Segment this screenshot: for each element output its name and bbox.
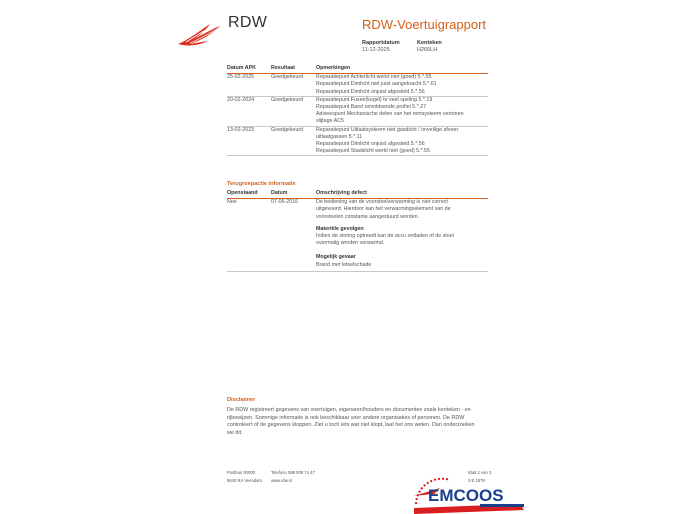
footer-code: 3 E 1879 — [468, 478, 485, 483]
remark-line: Reparatiepunt Dimlicht onjuist afgesteld 5.*.56 — [316, 88, 425, 95]
report-date — [362, 40, 400, 54]
emcoos-wordmark: EMCOOS — [428, 486, 504, 505]
license-plate-label: Kenteken — [417, 40, 442, 46]
recall-description — [316, 199, 488, 269]
col-header-open: Openstaand — [227, 190, 258, 196]
remark-line: Reparatiepunt Achterlicht werkt niet (goed) 5.*.55 — [316, 74, 432, 81]
recall-open: Nee — [227, 199, 237, 206]
table-row — [227, 74, 488, 96]
table-row — [227, 96, 488, 126]
recall-date: 07-06-2016 — [271, 199, 299, 206]
recall-table-header — [227, 190, 488, 199]
apk-remarks — [316, 74, 488, 96]
disclaimer-line: we dit. — [227, 429, 243, 436]
consequences-line: Indien de storing optreedt kan de accu ontladen of de stoel — [316, 233, 454, 240]
apk-result: Goedgekeurd — [271, 74, 304, 81]
emcoos-logo — [410, 474, 528, 514]
rdw-logo — [176, 20, 222, 48]
apk-date: 20-02-2024 — [227, 96, 255, 103]
consequences-label: Materiële gevolgen — [316, 225, 364, 232]
danger-label: Mogelijk gevaar — [316, 254, 356, 261]
disclaimer-line: controleert of de gegevens kloppen. Ziet u toch iets wat niet klopt, laat het ons weten. Dan onderzoeken — [227, 422, 475, 429]
remark-line: Advieespunt Mechanische delen van het remsysteem vertonen — [316, 111, 464, 118]
disclaimer-line: De RDW registreert gegevens van voertuigen, eigenaren/houders en documenten zoals kenteken - en — [227, 407, 471, 413]
footer-web: www.rdw.nl — [271, 478, 292, 483]
license-plate-value: H266LH — [417, 47, 438, 53]
brand-name: RDW — [228, 14, 268, 31]
col-header-date: Datum APK — [227, 65, 256, 71]
apk-date: 13-02-2023 — [227, 126, 255, 133]
danger-line: Brand met letselschade — [316, 261, 372, 268]
col-header-date: Datum — [271, 190, 288, 196]
remark-line: Reparatiepunt Band onvoldoende profiel 5.*.27 — [316, 104, 427, 111]
disclaimer-text — [227, 407, 488, 437]
report-date-label: Rapportdatum — [362, 40, 400, 46]
description-line: De bediening van de voorstoelverwarming is niet correct — [316, 199, 448, 206]
footer-page: Blad 2 van 3 — [468, 470, 492, 475]
description-line: uitgevoerd. Hierdoor kan het verwarmingselement van de — [316, 206, 451, 213]
table-row — [227, 199, 488, 269]
footer-address — [227, 469, 262, 485]
footer-contact — [271, 469, 315, 485]
footer-postbus: Postbus 30000 — [227, 470, 255, 475]
col-header-result: Resultaat — [271, 65, 295, 71]
remark-line: Reparatiepunt Fusee(kogel) te veel speling 5.*.19 — [316, 96, 433, 103]
remark-line: Reparatiepunt Stadslicht werkt niet (goed) 5.*.55 — [316, 148, 430, 155]
report-date-value: 11-12-2025 — [362, 47, 390, 53]
col-header-remarks: Opmerkingen — [316, 65, 351, 71]
description-line: voorstoelen constante aangestuurd worden. — [316, 213, 420, 220]
disclaimer-title: Disclaimer — [227, 397, 256, 403]
license-plate — [417, 40, 442, 54]
document-title: RDW-Voertuigrapport — [362, 17, 487, 32]
apk-date: 25-02-2025 — [227, 74, 255, 81]
disclaimer-line: rijbewijzen. Sommige informatie is ook beschikbaar voor andere organisaties of personen. De RDW — [227, 414, 465, 421]
apk-remarks — [316, 127, 488, 156]
table-row — [227, 126, 488, 156]
consequences-line: overmatig worden verwarmd. — [316, 240, 385, 247]
remark-line: slijtage AC5 — [316, 118, 344, 125]
remark-line: uitlaatgassen 5.*.11 — [316, 133, 363, 140]
remark-line: Reparatiepunt Uitlaatsysteem niet gasdicht / onveilige afvoer — [316, 126, 459, 133]
footer-phone: Telefoon 088 008 74 47 — [271, 470, 315, 475]
apk-result: Goedgekeurd — [271, 126, 304, 133]
apk-remarks — [316, 97, 488, 126]
apk-table — [227, 65, 488, 156]
recall-table — [227, 190, 488, 272]
recall-title: Terugroepactie informatie — [227, 181, 296, 187]
remark-line: Reparatiepunt Dimlicht niet juist aangebracht 5.*.61 — [316, 81, 437, 88]
apk-table-header — [227, 65, 488, 74]
table-bottom-divider — [227, 155, 488, 156]
recall-bottom-divider — [227, 271, 488, 272]
col-header-description: Omschrijving defect — [316, 190, 367, 196]
footer-city: 9640 RA Veendam — [227, 478, 262, 483]
apk-result: Goedgekeurd — [271, 96, 304, 103]
remark-line: Reparatiepunt Dimlicht onjuist afgesteld 5.*.56 — [316, 141, 425, 148]
